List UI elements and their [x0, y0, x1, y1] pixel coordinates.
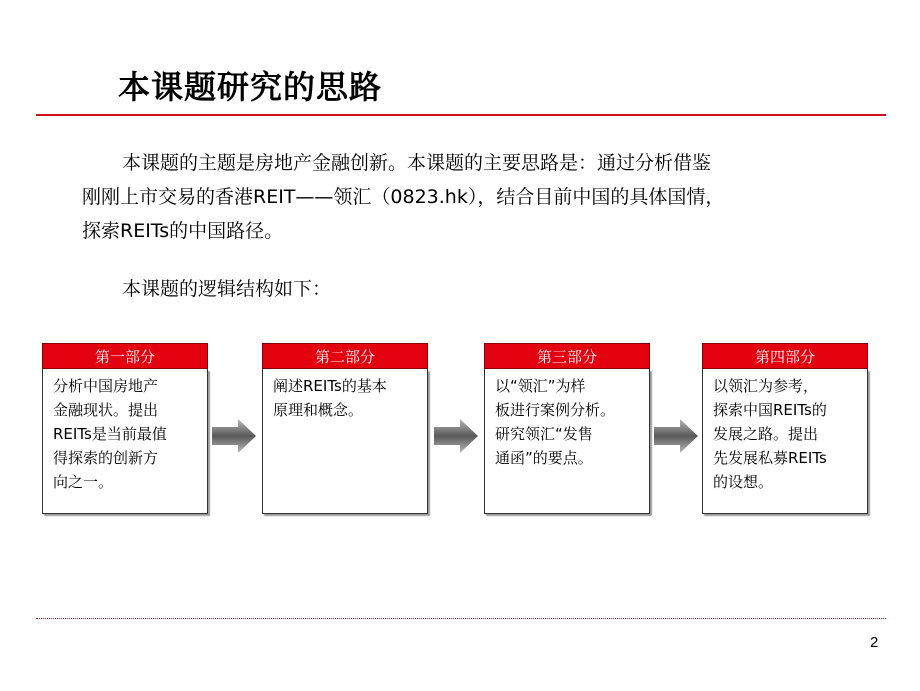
part-body [702, 369, 868, 514]
part-line: 分析中国房地产 [53, 377, 159, 395]
part-line: 的设想。 [713, 473, 774, 491]
part-body [484, 369, 650, 514]
part-header: 第一部分 [42, 343, 208, 369]
part-line: 探索中国REITs的 [713, 401, 827, 419]
part-line: 先发展私募REITs [713, 449, 827, 467]
part-header: 第三部分 [484, 343, 650, 369]
intro-paragraph [82, 146, 882, 248]
part-line: 得探索的创新方 [53, 449, 159, 467]
part-header: 第二部分 [262, 343, 428, 369]
slide-title: 本课题研究的思路 [118, 68, 383, 106]
part-line: 向之一。 [53, 473, 114, 491]
part-line: REITs是当前最值 [53, 425, 167, 443]
part-header: 第四部分 [702, 343, 868, 369]
right-arrow-icon [652, 418, 700, 454]
page-number: 2 [870, 634, 879, 651]
part-box-4 [702, 343, 868, 514]
part-body [42, 369, 208, 514]
part-line: 金融现状。提出 [53, 401, 159, 419]
title-divider [36, 114, 886, 116]
part-line: 阐述REITs的基本 [273, 377, 387, 395]
structure-intro: 本课题的逻辑结构如下： [122, 278, 332, 300]
part-line: 通函”的要点。 [495, 449, 593, 467]
paragraph-line: 探索REITs的中国路径。 [82, 220, 284, 242]
paragraph-line: 刚刚上市交易的香港REIT——领汇（0823.hk），结合目前中国的具体国情， [82, 186, 725, 208]
part-body [262, 369, 428, 514]
part-box-2 [262, 343, 428, 514]
right-arrow-icon [210, 418, 258, 454]
right-arrow-icon [432, 418, 480, 454]
part-box-1 [42, 343, 208, 514]
part-line: 以领汇为参考， [713, 377, 819, 395]
paragraph-line: 本课题的主题是房地产金融创新。本课题的主要思路是：通过分析借鉴 [122, 152, 712, 174]
part-line: 研究领汇“发售 [495, 425, 593, 443]
part-line: 板进行案例分析。 [495, 401, 616, 419]
part-line: 以“领汇”为样 [495, 377, 586, 395]
footer-divider [36, 618, 886, 619]
part-box-3 [484, 343, 650, 514]
part-line: 原理和概念。 [273, 401, 364, 419]
part-line: 发展之路。提出 [713, 425, 819, 443]
